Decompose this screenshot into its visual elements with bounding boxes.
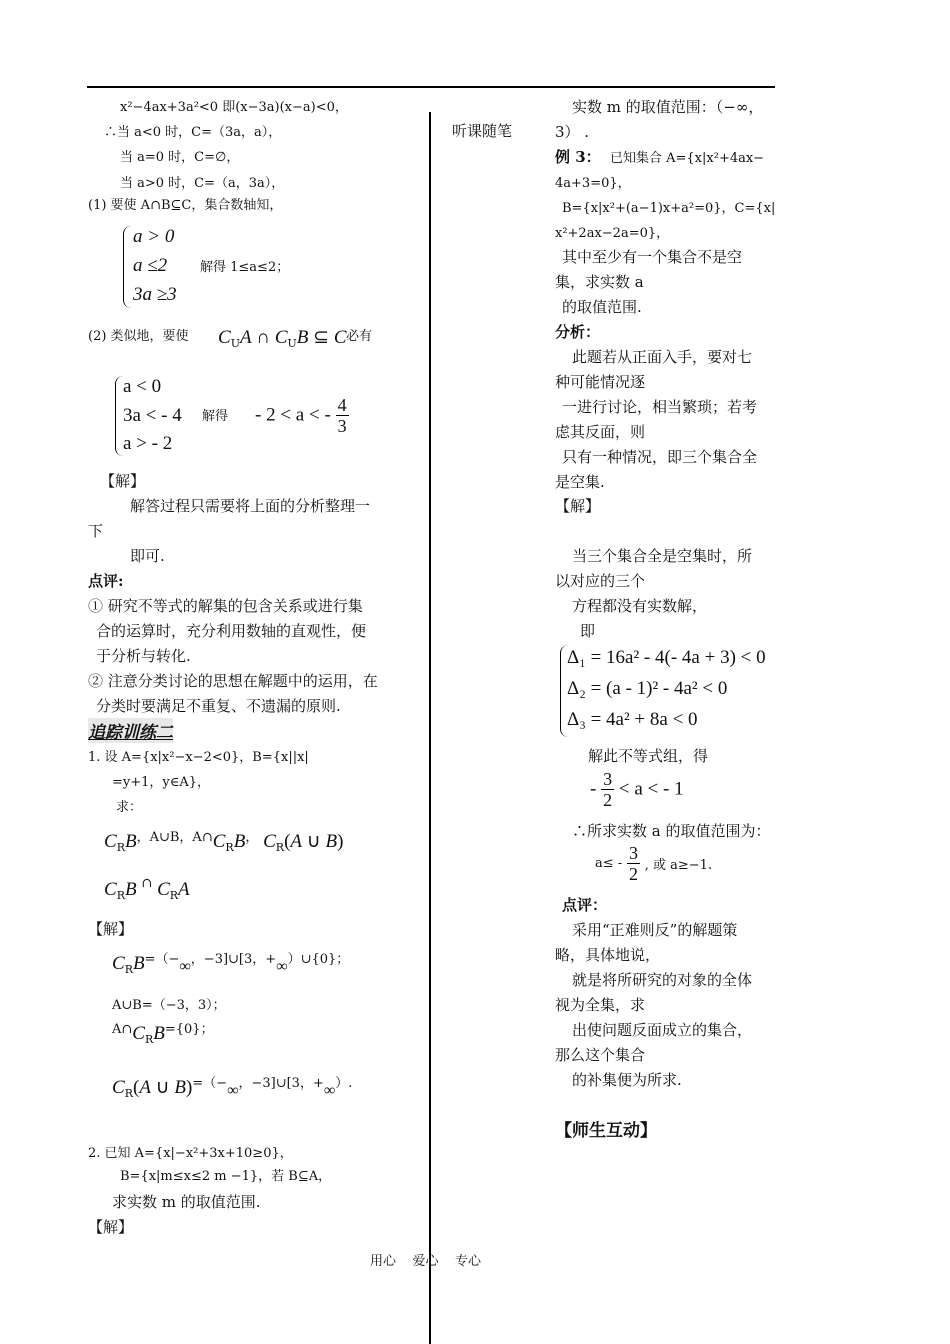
example-3-e: 其中至少有一个集合不是空 xyxy=(562,248,743,266)
analysis-6: 是空集. xyxy=(555,473,605,491)
comment-right-1: 采用“正难则反”的解题策 xyxy=(572,921,738,939)
comment-2-a: ② 注意分类讨论的思想在解题中的运用，在 xyxy=(88,672,378,690)
system-3-row-3: Δ₃ = 4a² + 8a < 0 xyxy=(567,709,698,730)
comment-right-3: 就是将所研究的对象的全体 xyxy=(572,971,753,989)
solution-1-text-3: 即可. xyxy=(130,547,165,565)
solution-right-5: 解此不等式组，得 xyxy=(588,747,709,765)
example-3-d: x²+2ax−2a=0}， xyxy=(555,226,670,241)
right-line-2: 3） . xyxy=(555,123,590,141)
comment-right-4: 视为全集，求 xyxy=(555,996,646,1014)
fraction-3-2-b: $\frac{3}{2}$ xyxy=(628,843,638,884)
solution-header-1: 【解】 xyxy=(100,472,146,490)
example-3-c: B={x|x²+(a−1)x+a²=0}，C={x| xyxy=(562,201,776,216)
analysis-header: 分析： xyxy=(555,323,601,341)
example-3-label: 例 3： xyxy=(555,148,601,166)
comment-1-b: 合的运算时，充分利用数轴的直观性，便 xyxy=(96,622,367,640)
q1-sep-2: ， xyxy=(245,830,259,845)
system-2-result-left: - 2 < a < - xyxy=(255,404,331,426)
example-3-g: 的取值范围. xyxy=(562,298,642,316)
solution-right-7: a≤ - $\frac{3}{2}$ , 或 a≥−1. xyxy=(595,843,713,884)
system-2-row-2: 3a < - 4 xyxy=(123,405,182,426)
teacher-student-interaction-title: 【师生互动】 xyxy=(555,1121,657,1141)
question-1-items-row-2: $C_RB$ ∩ $C_RA$ xyxy=(104,876,190,902)
answer-4: $C_R(A$ ∪ B)=（−∞，−3]∪[3，+∞）. xyxy=(112,1076,353,1100)
question-1-b: =y+1，y∈A}， xyxy=(112,775,211,790)
system-3-row-2: Δ₂ = (a - 1)² - 4a² < 0 xyxy=(567,678,728,699)
analysis-2: 种可能情况逐 xyxy=(555,373,646,391)
comment-2-b: 分类时要满足不重复、不遗漏的原则. xyxy=(96,697,341,715)
lecture-notes-label: 听课随笔 xyxy=(452,122,513,140)
column-divider xyxy=(429,112,431,1344)
answer-3: $A\cap C_RB=\{0\}$； xyxy=(112,1022,214,1046)
left-line-3: 当 a=0 时，C=∅， xyxy=(120,150,240,165)
solution-header-right: 【解】 xyxy=(555,497,601,515)
top-rule xyxy=(87,86,775,88)
q1-sep-1: ，A∪B，A∩ xyxy=(136,830,213,845)
question-1-c: 求： xyxy=(116,800,143,815)
answer-2: A∪B=（−3，3）； xyxy=(112,998,226,1013)
solution-1-text-1: 解答过程只需要将上面的分析整理一 xyxy=(130,497,371,515)
comment-1-c: 于分析与转化. xyxy=(96,647,191,665)
left-line-4: 当 a>0 时，C=（a，3a）， xyxy=(120,176,285,191)
complement-expression-set: C xyxy=(333,327,347,348)
part-2-must: 必有 xyxy=(346,329,373,344)
solution-right-result: - $\frac{3}{2}$ < a < - 1 xyxy=(590,769,684,810)
system-1-row-3: 3a ≥3 xyxy=(133,284,177,305)
solution-right-6: ∴所求实数 a 的取值范围为： xyxy=(572,822,771,840)
solution-header-2: 【解】 xyxy=(88,920,134,938)
left-line-2: ∴当 a<0 时，C=（3a，a）， xyxy=(104,125,282,140)
comment-header: 点评: xyxy=(88,572,124,590)
example-3-f: 集，求实数 a xyxy=(555,273,644,291)
system-1-result: 解得 1≤a≤2； xyxy=(200,260,290,275)
system-brace-1 xyxy=(123,226,132,308)
system-2-label: 解得 xyxy=(202,409,229,424)
solution-right-1: 当三个集合全是空集时，所 xyxy=(572,547,753,565)
comment-1-a: ① 研究不等式的解集的包含关系或进行集 xyxy=(88,597,363,615)
left-line-1: x²−4ax+3a²<0 即(x−3a)(x−a)<0， xyxy=(120,100,348,115)
fraction-4-3: $\frac{4}{3}$ xyxy=(337,395,347,436)
solution-right-3: 方程都没有实数解， xyxy=(572,597,708,615)
example-3-a: 已知集合 A={x|x²+4ax− xyxy=(610,151,765,166)
system-2-result xyxy=(255,395,349,436)
example-3-b: 4a+3=0}， xyxy=(555,176,631,191)
page-footer: 用心 爱心 专心 xyxy=(370,1254,482,1269)
solution-1-text-2: 下 xyxy=(88,522,104,540)
system-1-row-2: a ≤2 xyxy=(133,255,168,276)
solution-right-2: 以对应的三个 xyxy=(555,572,646,590)
analysis-4: 虑其反面，则 xyxy=(555,423,646,441)
comment-header-right: 点评： xyxy=(562,896,608,914)
complement-expression: $C_UA$ ∩ $C_UB$ ⊆ C xyxy=(218,327,347,350)
fraction-3-2: $\frac{3}{2}$ xyxy=(603,769,613,810)
comment-right-5: 出使问题反面成立的集合， xyxy=(572,1021,753,1039)
analysis-1: 此题若从正面入手，要对七 xyxy=(572,348,753,366)
analysis-5: 只有一种情况，即三个集合全 xyxy=(562,448,758,466)
question-2-b: B={x|m≤x≤2 m −1}，若 B⊆A， xyxy=(120,1169,332,1184)
answer-1: $C_RB=(-\infty$，−3]∪[3，+∞）∪{0}； xyxy=(112,952,350,976)
system-3-row-1: Δ₁ = 16a² - 4(- 4a + 3) < 0 xyxy=(567,647,766,668)
question-2-c: 求实数 m 的取值范围. xyxy=(112,1193,261,1211)
comment-right-7: 的补集便为所求. xyxy=(572,1071,682,1089)
question-2-a: 2. 已知 A={x|−x²+3x+10≥0}， xyxy=(88,1146,293,1161)
tracking-exercise-title: 追踪训练二 xyxy=(88,718,173,743)
comment-right-6: 那么这个集合 xyxy=(555,1046,646,1064)
system-2-row-3: a > - 2 xyxy=(123,433,173,454)
solution-right-4: 即 xyxy=(580,622,596,640)
question-1-a: 1. 设 A={x|x²−x−2<0}，B={x||x| xyxy=(88,750,309,765)
analysis-3: 一进行讨论，相当繁琐；若考 xyxy=(562,398,758,416)
system-1-row-1: a > 0 xyxy=(133,226,175,247)
solution-header-3: 【解】 xyxy=(88,1218,134,1236)
right-line-1: 实数 m 的取值范围：（−∞， xyxy=(572,98,764,116)
system-2-row-1: a < 0 xyxy=(123,376,162,397)
part-1-text: (1) 要使 A∩B⊆C，集合数轴知， xyxy=(88,198,283,213)
part-2-text: (2) 类似地，要使 xyxy=(88,329,189,344)
question-1-items-row-1: $C_RB$，A∪B，$A\cap C_RB$， $C_R(A$ ∪ B) xyxy=(104,830,344,854)
comment-right-2: 略，具体地说， xyxy=(555,946,661,964)
